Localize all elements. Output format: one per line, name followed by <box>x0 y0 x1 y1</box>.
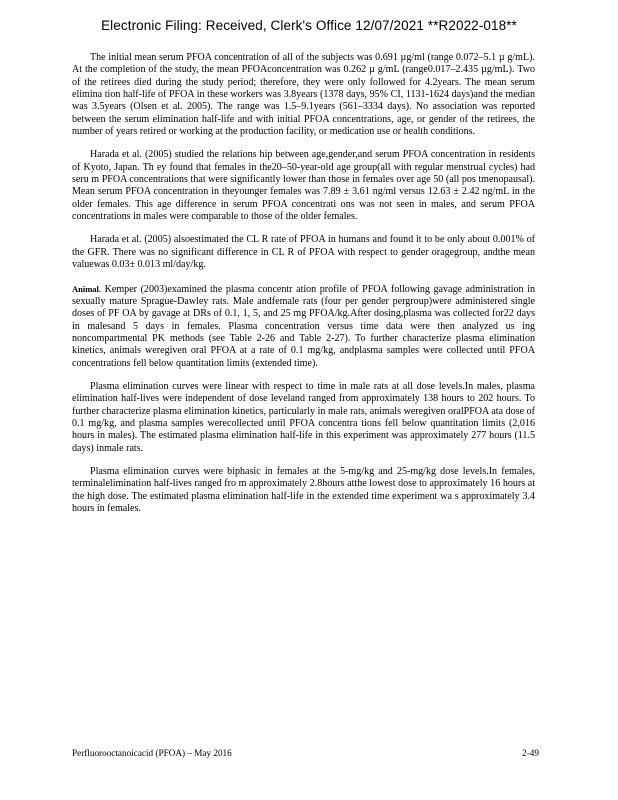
page-footer <box>72 748 539 760</box>
paragraph-human-half-life: The initial mean serum PFOA concentration of all of the subjects was 0.691 µg/ml (range 0.072–5.1 µ g/mL). At the completion of the study, the mean PFOAconcentration was 0.262 µ g/mL (range0.017–2.435 µg/mL). Two of the retirees died during the study period; therefore, they were only followed for 4.2years. The mean serum elimina tion half-life of PFOA in these workers was 3.8years (1378 days, 95% CI, 1131-1624 days)and the median was 3.5years (Olsen et al. 2005). The range was 1.5–9.1years (561–3334 days). No association was reported between the serum elimination half-life and with initial PFOA concentrations, age, or gender of the retirees, the number of years retired or working at the production facility, or medication use or health conditions. <box>72 52 535 138</box>
footer-document-title: Perfluorooctanoicacid (PFOA) – May 2016 <box>72 748 232 758</box>
paragraph-harada-kyoto: Harada et al. (2005) studied the relations hip between age,gender,and serum PFOA concentration in residents of Kyoto, Japan. Th ey found that females in the20–50-year-old age group(all with regular menstrual cycles) had seru m PFOA concentrations that were significantly lower than those in females over age 50 (all pos tmenopausal). Mean serum PFOA concentration in theyounger females was 7.89 ± 3.61 ng/ml versus 12.63 ± 2.42 ng/mL in the older females. This age difference in serum PFOA concentrati ons was not seen in males, and serum PFOA concentrations in males were comparable to those of the older females. <box>72 149 535 223</box>
paragraph-female-elimination: Plasma elimination curves were biphasic in females at the 5-mg/kg and 25-mg/kg dose levels.In females, terminalelimination half-lives ranged fro m approximately 2.8hours atthe lowest dose to approximately 16 hours at the high dose. The estimated plasma elimination half-life in the extended time experiment wa s approximately 3.4 hours in females. <box>72 465 535 514</box>
animal-paragraph-text: Kemper (2003)examined the plasma concentr ation profile of PFOA following gavage administration in sexually mature Sprague-Dawley rats. Male andfemale rats (four per gender pergroup)were administered single doses of PF OA by gavage at DRs of 0.1, 1, 5, and 25 mg PFOA/kg.After dosing,plasma was collected for22 days in malesand 5 days in females. Plasma concentration versus time data were then analyzed us ing noncompartmental PK methods (see Table 2-26 and Table 2-27). To further characterize plasma elimination kinetics, animals weregiven oral PFOA at a rate of 0.1 mg/kg, andplasma samples were collected until PFOA concentrations fell below quantitation limits (extended time). <box>72 283 535 369</box>
paragraph-animal-kemper <box>72 283 535 370</box>
animal-run-in-heading: Animal. <box>72 283 102 294</box>
page-number: 2-49 <box>522 748 539 758</box>
paragraph-male-elimination: Plasma elimination curves were linear with respect to time in male rats at all dose levels.In males, plasma elimination half-lives were independent of dose leveland ranged from approximately 138 hours to 202 hours. To further characterize plasma elimination kinetics, particularly in male rats, animals weregiven oralPFOA ata dose of 0.1 mg/kg, and plasma samples werecollected until PFOA concentra tions fell below quantitation limits (2,016 hours in males). The estimated plasma elimination half-life in this experiment was approximately 277 hours (11.5 days) inmale rats. <box>72 380 535 454</box>
document-body <box>72 52 535 526</box>
filing-stamp-header: Electronic Filing: Received, Clerk's Office 12/07/2021 **R2022-018** <box>101 18 517 33</box>
paragraph-harada-clearance: Harada et al. (2005) alsoestimated the CL R rate of PFOA in humans and found it to be only about 0.001% of the GFR. There was no significant difference in CL R of PFOA with respect to gender oragegroup, andthe mean valuewas 0.03± 0.013 ml/day/kg. <box>72 234 535 271</box>
